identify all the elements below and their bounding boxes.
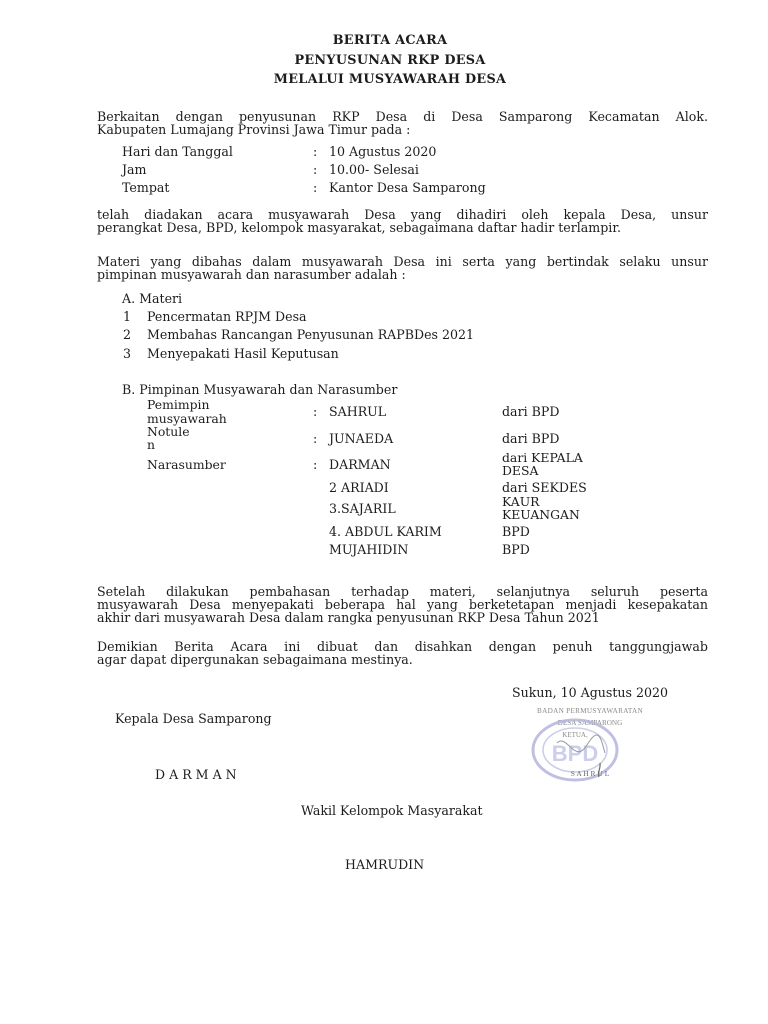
agreement-line-1: Setelah dilakukan pembahasan terhadap materi, selanjutnya seluruh peserta [97,584,708,599]
role-label: Narasumber [147,457,226,472]
attendance-paragraph [97,208,708,234]
person-origin: dari BPD [502,404,560,419]
materi-item-text: Pencermatan RPJM Desa [147,309,307,324]
person-name: MUJAHIDIN [329,542,409,557]
doc-subtitle-2: MELALUI MUSYAWARAH DESA [273,72,507,87]
schedule-value: 10 Agustus 2020 [329,144,437,159]
closing-paragraph [97,640,708,666]
person-origin-cont: KEUANGAN [502,507,580,522]
person-name: 4. ABDUL KARIM [329,524,442,539]
agreement-line-2: musyawarah Desa menyepakati beberapa hal yang berketetapan menjadi kesepakatan [97,597,708,612]
materials-intro-line-1: Materi yang dibahas dalam musyawarah Desa ini serta yang bertindak selaku unsur [97,254,708,269]
kades-name: D A R M A N [155,767,237,782]
schedule-label: Tempat [122,180,170,195]
intro-line-1: Berkaitan dengan penyusunan RKP Desa di Desa Samparong Kecamatan Alok. [97,109,708,124]
doc-title: BERITA ACARA [332,33,448,48]
schedule-label: Jam [122,162,147,177]
role-sep: : [313,404,318,419]
materi-item-text: Membahas Rancangan Penyusunan RAPBDes 2021 [147,327,475,342]
stamp-logo: BPD [551,741,599,766]
person-name: 3.SAJARIL [329,501,396,516]
person-origin: dari KEPALA [502,450,583,465]
materi-item-number: 3 [123,346,132,361]
schedule-sep: : [313,180,318,195]
attendance-line-1: telah diadakan acara musyawarah Desa yang dihadiri oleh kepala Desa, unsur [97,207,708,222]
role-sep: : [313,457,318,472]
intro-paragraph [97,110,708,136]
schedule-value: Kantor Desa Samparong [329,180,486,195]
schedule-sep: : [313,162,318,177]
intro-line-2: Kabupaten Lumajang Provinsi Jawa Timur pada : [97,122,411,137]
person-name: SAHRUL [329,404,387,419]
materials-intro-line-2: pimpinan musyawarah dan narasumber adalah : [97,267,406,282]
role-sep: : [313,431,318,446]
agreement-paragraph [97,585,708,624]
person-origin-cont: DESA [502,463,539,478]
person-origin: BPD [502,524,530,539]
closing-line-1: Demikian Berita Acara ini dibuat dan disahkan dengan penuh tanggungjawab [97,639,708,654]
wakil-title: Wakil Kelompok Masyarakat [301,803,483,818]
materi-item-number: 1 [123,309,132,324]
stamp-name: S A H R U L [570,769,610,778]
stamp-text-line-2: DESA SAMPARONG [557,719,623,727]
doc-subtitle: PENYUSUNAN RKP DESA [294,53,486,68]
materi-heading: A. Materi [122,291,183,306]
person-name: JUNAEDA [329,431,394,446]
person-origin: dari BPD [502,431,560,446]
wakil-name: HAMRUDIN [345,857,425,872]
place-date: Sukun, 10 Agustus 2020 [512,685,669,700]
kades-title: Kepala Desa Samparong [115,711,272,726]
pimpinan-heading: B. Pimpinan Musyawarah dan Narasumber [122,382,398,397]
role-label: Notule [147,424,190,439]
materi-item-number: 2 [123,327,132,342]
person-name: DARMAN [329,457,391,472]
schedule-label: Hari dan Tanggal [122,144,233,159]
person-origin: KAUR [502,494,540,509]
role-label: Pemimpin [147,397,210,412]
schedule-value: 10.00- Selesai [329,162,419,177]
person-name: 2 ARIADI [329,480,389,495]
person-origin: BPD [502,542,530,557]
schedule-sep: : [313,144,318,159]
person-origin: dari SEKDES [502,480,587,495]
stamp-text-line-1: BADAN PERMUSYAWARATAN [537,707,643,715]
agreement-line-3: akhir dari musyawarah Desa dalam rangka penyusunan RKP Desa Tahun 2021 [97,610,600,625]
materials-intro-paragraph [97,255,708,281]
role-label-cont: musyawarah [147,411,227,426]
bpd-stamp-seal [505,703,675,783]
closing-line-2: agar dapat dipergunakan sebagaimana mestinya. [97,652,413,667]
stamp-text-line-3: KETUA, [562,731,588,739]
materi-item-text: Menyepakati Hasil Keputusan [147,346,339,361]
role-label-cont: n [147,437,155,452]
attendance-line-2: perangkat Desa, BPD, kelompok masyarakat, sebagaimana daftar hadir terlampir. [97,220,621,235]
